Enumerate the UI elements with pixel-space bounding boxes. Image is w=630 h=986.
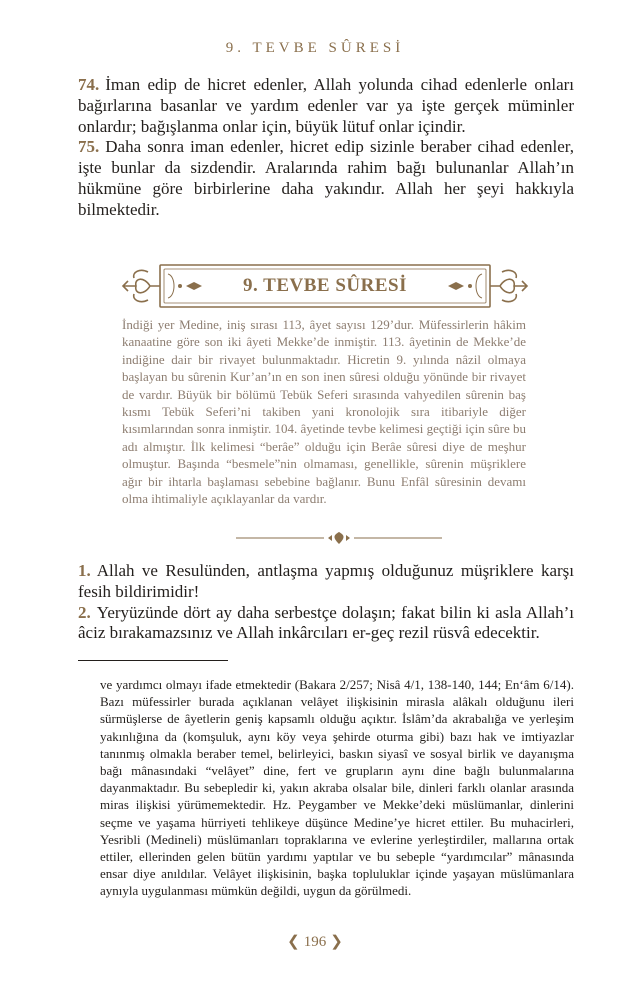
verse-number: 74. <box>78 75 100 94</box>
page-number <box>0 932 630 951</box>
left-bracket-ornament-icon: ❮ <box>287 934 300 950</box>
verse-75 <box>78 137 574 220</box>
right-bracket-ornament-icon: ❯ <box>330 934 343 950</box>
footnote-rule <box>78 660 228 661</box>
verse-1 <box>78 561 574 603</box>
verse-text: Allah ve Resulünden, antlaşma yapmış olduğunuz müşriklere karşı fesih bildirimidir! <box>78 561 574 601</box>
verses-top <box>78 75 574 221</box>
surah-title: 9. TEVBE SÛRESİ <box>243 275 407 296</box>
verse-text: İman edip de hicret edenler, Allah yolunda cihad edenlerle onları bağırlarına basanlar ve yardım edenler var ya işte gerçek müminler onlardır; bağışlanma onlar için, büyük lütuf onlar içindir. <box>78 75 574 136</box>
footnote: ve yardımcı olmayı ifade etmektedir (Bakara 2/257; Nisâ 4/1, 138-140, 144; En‘âm 6/14). Bazı müfessirler burada açıklanan velâyet ilişkisinin mirasla alâkalı olduğunu ileri sürmüşlerse de âyetlerin geniş kapsamlı olduğu açıktır. İslâm’da akrabalığa ve yerleşim yakınlığına da (komşuluk, aynı köy veya şehirde oturma gibi) bazı hak ve imtiyazlar tanınmış olmakla beraber temel, belirleyici, baskın siyasî ve sosyal birlik ve dayanışma bağı mânasındaki “velâyet” dine, fert ve grupların aynı dine bağlı bulunmalarına dayanmaktadır. Bu sebepledir ki, yakın akraba olsalar bile, dinleri farklı olanlar arasında miras ilişkisi yürümemektedir. Hz. Peygamber ve Mekke’deki müslümanlar, dinlerini seçme ve yaşama hürriyeti tehlikeye düşünce Medine’ye hicret ettiler. Bu muhacirleri, Yesribli (Medineli) müslümanları topraklarına ve evlerine yerleştirdiler, mallarına ortak ettiler, ellerinden gelen bütün yardımı yaptılar ve bu sebeple “yardımcılar” mânasında ensar diye anıldılar. Velâyet ilişkisinin, başka topluluklar içinde yaşayan müslümanlara aynıyla uygulanması mümkün değildi, uygun da görülmedi. <box>100 677 574 899</box>
section-divider-icon <box>236 531 442 545</box>
verse-74 <box>78 75 574 137</box>
verse-text: Daha sonra iman edenler, hicret edip sizinle beraber cihad edenler, işte bunlar da sizdendir. Aralarında rahim bağı bulunanlar Allah’ın hükmüne göre birbirlerine daha yakındır. Allah her şeyi hakkıyla bilmektedir. <box>78 137 574 219</box>
verse-2 <box>78 603 574 645</box>
running-head: 9. TEVBE SÛRESİ <box>225 40 405 56</box>
verse-number: 75. <box>78 137 100 157</box>
page-number-text: 196 <box>303 934 327 950</box>
surah-banner <box>120 262 530 310</box>
verse-number: 1. <box>78 561 91 580</box>
verses-bottom <box>78 561 574 644</box>
verse-number: 2. <box>78 602 91 622</box>
surah-introduction: İndiği yer Medine, iniş sırası 113, âyet sayısı 129’dur. Müfessirlerin hâkim kanaatine göre son iki âyeti Mekke’de inmiştir. 113. âyetinin de Mekke’de indiğine dair bir rivayet bulunmaktadır. Hicretin 9. yılında nâzil olmaya başlayan bu sûrenin Kur’an’ın en son inen sûresi olduğu yönünde bir rivayet de vardır. Büyük bir bölümü Tebük Seferi sırasında vahyedilen sûrenin baş kısmı Tebük Seferi’ni takiben yani kronolojik sıra itibariyle diğer kısımlarından sonra inmiştir. 104. âyetinde tevbe kelimesi geçtiği için sûre bu adı almıştır. İlk kelimesi “berâe” olduğu için Berâe sûresi diye de meşhur olmuştur. Başında “besmele”nin olmaması, genellikle, sûrenin müşriklere ağır bir ihtarla başlaması sebebine bağlanır. Bunu Enfâl sûresinin devamı olma ihtimaliyle açıklayanlar da vardır. <box>122 317 526 507</box>
verse-text: Yeryüzünde dört ay daha serbestçe dolaşın; fakat bilin ki asla Allah’ı âciz bırakamazsınız ve Allah inkârcıları er-geç rezil rüsvâ edecektir. <box>78 602 574 643</box>
